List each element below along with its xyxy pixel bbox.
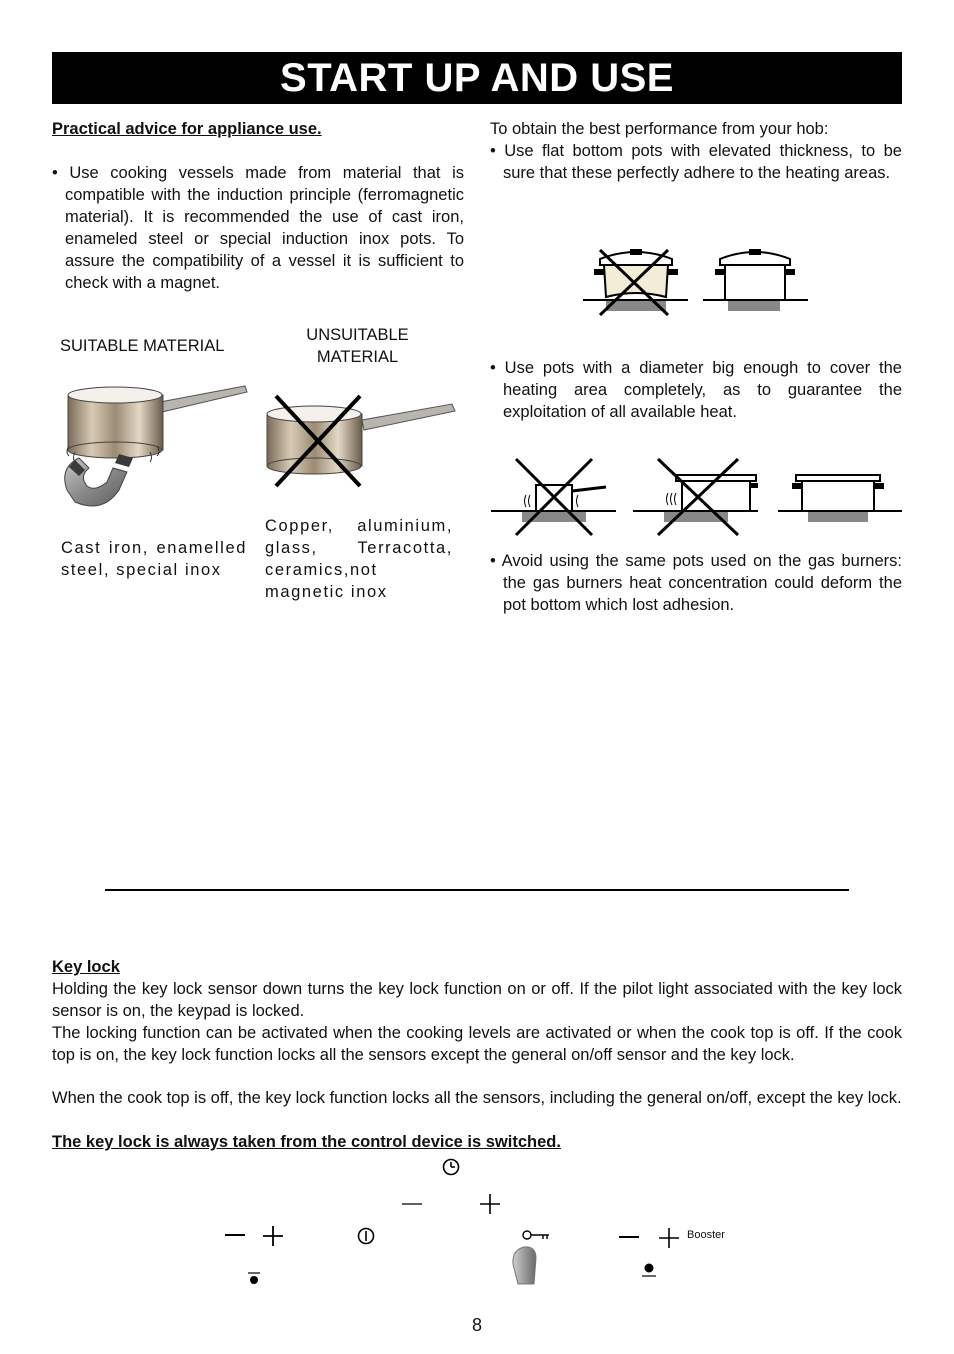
flat-bottom-pots-illustration [580,245,812,320]
gas-burner-bullet: • Avoid using the same pots used on the gas burners: the gas burners heat concentration could deform the pot bottom which lost adhesion. [490,552,902,614]
left-zone-indicator-dot-icon [247,1272,261,1286]
timer-icon [442,1158,460,1176]
page-title: START UP AND USE [52,52,902,104]
suitable-material-label: SUITABLE MATERIAL [60,337,225,355]
right-zone-indicator-dot-icon [641,1262,657,1278]
right-zone-plus-icon [659,1228,679,1248]
pot-diameter-illustration [488,455,904,537]
key-lock-paragraph-2: The locking function can be activated when the cooking levels are activated or when the cook top is off. If the cook top is on, the key lock function locks all the sensors except the general on/off sensor and the key lock. [52,1024,902,1064]
suitable-material-caption: Cast iron, enamelled steel, special inox [61,539,247,579]
pot-diameter-bullet: • Use pots with a diameter big enough to cover the heating area completely, as to guarantee the exploitation of all available heat. [490,359,902,421]
booster-label: Booster [687,1229,725,1241]
timer-minus-icon [402,1203,422,1207]
suitable-saucepan-illustration [55,380,255,505]
best-performance-intro: To obtain the best performance from your hob: [490,120,829,138]
section-divider [105,889,849,891]
unsuitable-material-caption: Copper, aluminium, glass, Terracotta, ceramics,not magnetic inox [265,517,453,601]
key-lock-paragraph-3: When the cook top is off, the key lock function locks all the sensors, including the general on/off, except the key lock. [52,1089,902,1107]
key-icon [522,1229,550,1241]
key-lock-paragraph-1: Holding the key lock sensor down turns the key lock function on or off. If the pilot light associated with the key lock sensor is on, the keypad is locked. [52,980,902,1020]
compatible-material-bullet: • Use cooking vessels made from material that is compatible with the induction principle (ferromagnetic material). It is recommended the use of cast iron, enameled steel or special induction inox pots. To assure the compatibility of a vessel it is sufficient to check with a magnet. [52,164,464,292]
timer-plus-icon [480,1194,500,1214]
unsuitable-material-label: UNSUITABLE MATERIAL [306,326,409,366]
unsuitable-saucepan-illustration [262,390,462,490]
flat-bottom-bullet: • Use flat bottom pots with elevated thickness, to be sure that these perfectly adhere to the heating areas. [490,142,902,182]
practical-advice-heading: Practical advice for appliance use. [52,120,322,138]
finger-icon [510,1244,542,1286]
power-icon [357,1227,375,1245]
key-lock-heading: Key lock [52,958,120,976]
left-zone-plus-icon [263,1226,283,1246]
right-zone-minus-icon [619,1236,639,1240]
key-lock-note: The key lock is always taken from the control device is switched. [52,1133,561,1151]
left-zone-minus-icon [225,1234,245,1238]
page-number: 8 [471,1315,482,1335]
